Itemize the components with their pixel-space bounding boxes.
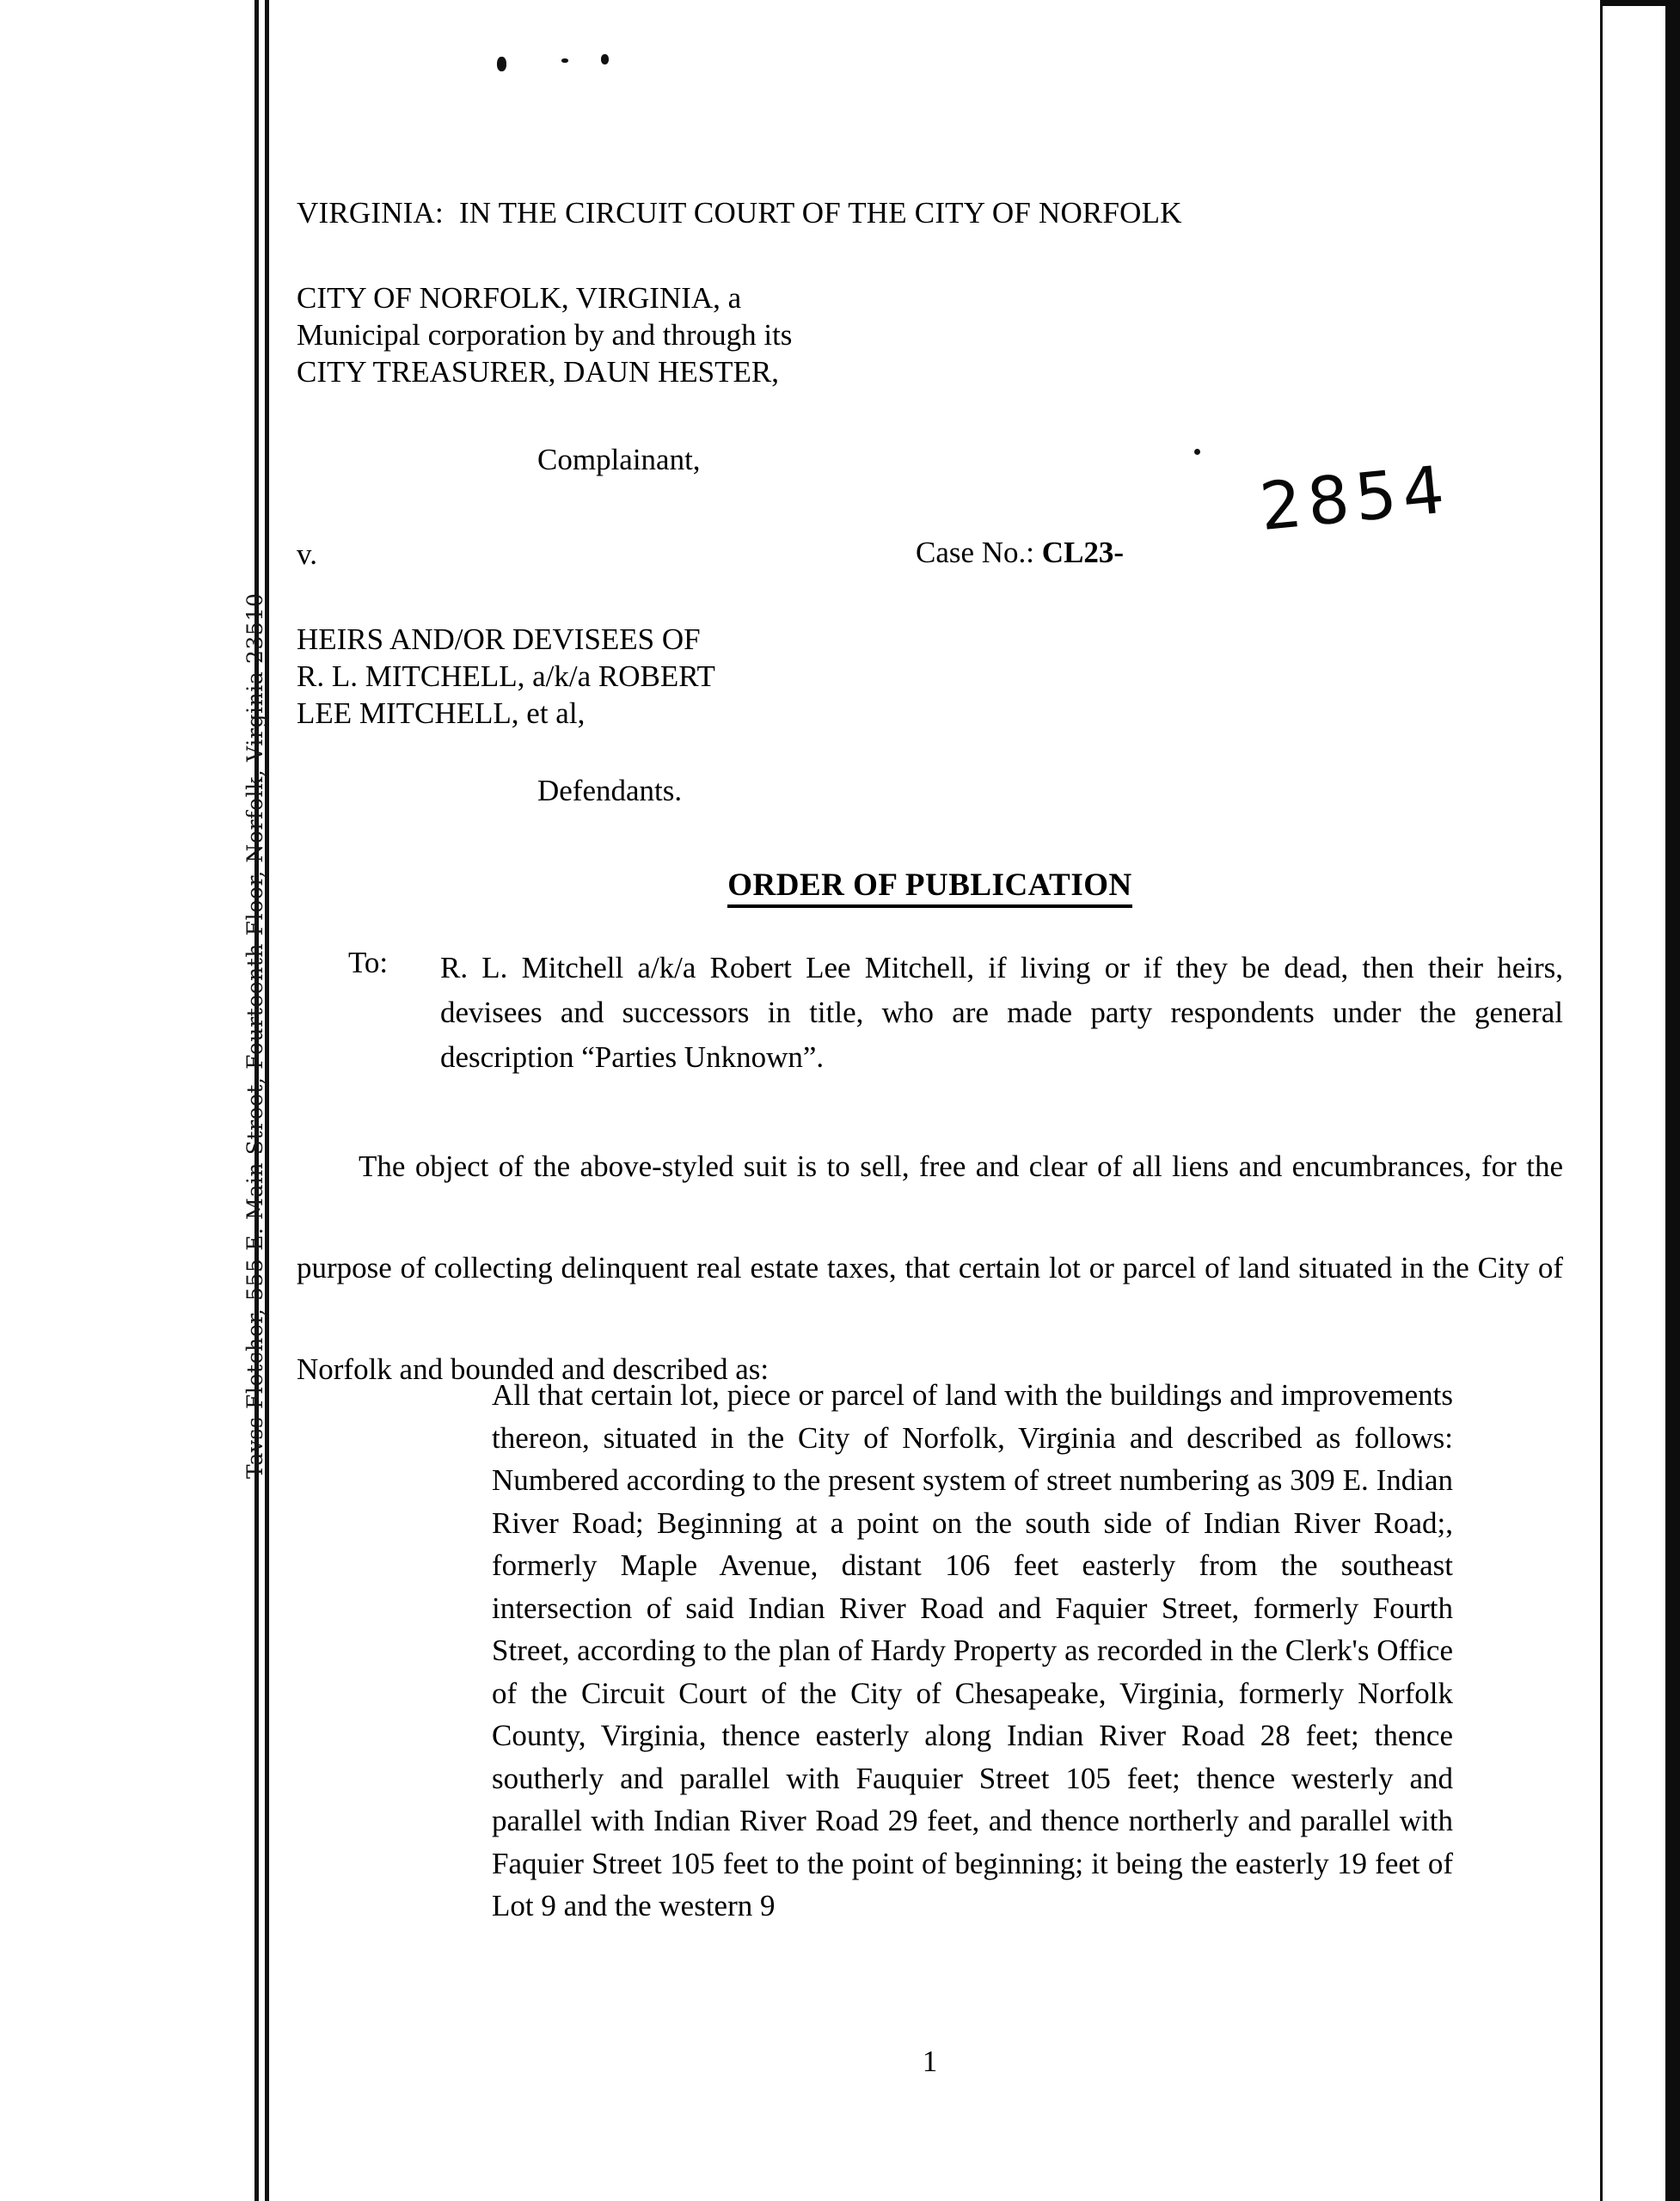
complainant-party-block xyxy=(297,279,792,390)
defendant-line: LEE MITCHELL, et al, xyxy=(297,696,586,730)
right-margin-rule xyxy=(1600,0,1603,2201)
case-number-label: Case No.: xyxy=(916,536,1035,569)
case-number-line xyxy=(916,536,1124,570)
complainant-line: Municipal corporation by and through its xyxy=(297,318,793,352)
scan-speck xyxy=(601,54,609,64)
defendants-label: Defendants. xyxy=(537,774,683,807)
defendant-line: R. L. MITCHELL, a/k/a ROBERT xyxy=(297,659,715,693)
scan-speck-case-area xyxy=(1194,449,1200,455)
court-heading xyxy=(297,196,1182,230)
court-name: IN THE CIRCUIT COURT OF THE CITY OF NORFOLK xyxy=(458,196,1182,230)
firm-address-sidebar xyxy=(0,0,267,2201)
defendant-line: HEIRS AND/OR DEVISEES OF xyxy=(297,622,701,656)
scan-edge-right xyxy=(1665,0,1680,2201)
defendant-party-block xyxy=(297,621,715,732)
to-body: R. L. Mitchell a/k/a Robert Lee Mitchell, if living or if they be dead, then their heirs, devisees and successors in title, who are made party respondents under the general description “Parties Unknown”. xyxy=(440,951,1563,1074)
complainant-line: CITY OF NORFOLK, VIRGINIA, a xyxy=(297,281,742,315)
scan-edge-top-right xyxy=(1601,0,1680,6)
page-title xyxy=(297,867,1563,904)
to-block xyxy=(297,946,1563,1080)
case-number-prefix: CL23- xyxy=(1041,536,1125,569)
state-label: VIRGINIA: xyxy=(297,196,444,230)
object-of-suit-paragraph: The object of the above-styled suit is to sell, free and clear of all liens and encumbrances, for the purpose of collecting delinquent real estate taxes, that certain lot or parcel of land situated in the City of Norfolk and bounded and described as: xyxy=(297,1150,1563,1386)
case-number-handwritten: 2854 xyxy=(1256,451,1454,545)
page-title-text: ORDER OF PUBLICATION xyxy=(727,868,1131,908)
legal-description-block: All that certain lot, piece or parcel of land with the buildings and improvements thereon, situated in the City of Norfolk, Virginia and described as follows: Numbered according to the present system of street numbering as 309 E. Indian River Road; Beginning at a point on the south side of Indian River Road;, formerly Maple Avenue, distant 106 feet easterly from the southeast intersection of said Indian River Road and Faquier Street, formerly Fourth Street, according to the plan of Hardy Property as recorded in the Clerk's Office of the Circuit Court of the City of Chesapeake, Virginia, formerly Norfolk County, Virginia, thence easterly along Indian River Road 28 feet; thence southerly and parallel with Fauquier Street 105 feet; thence westerly and parallel with Indian River Road 29 feet, and thence northerly and parallel with Faquier Street 105 feet to the point of beginning; it being the easterly 19 feet of Lot 9 and the western 9 xyxy=(492,1378,1453,1922)
page-number: 1 xyxy=(922,2045,938,2078)
firm-address-text: Tavss Fletcher, 555 E. Main Street, Fourteenth Floor, Norfolk, Virginia 23510 xyxy=(242,592,267,1479)
scan-speck xyxy=(561,58,568,63)
complainant-label: Complainant, xyxy=(537,443,701,476)
to-label: To: xyxy=(348,946,389,979)
complainant-line: CITY TREASURER, DAUN HESTER, xyxy=(297,355,779,389)
scan-speck xyxy=(497,57,506,71)
versus-label: v. xyxy=(297,537,317,571)
